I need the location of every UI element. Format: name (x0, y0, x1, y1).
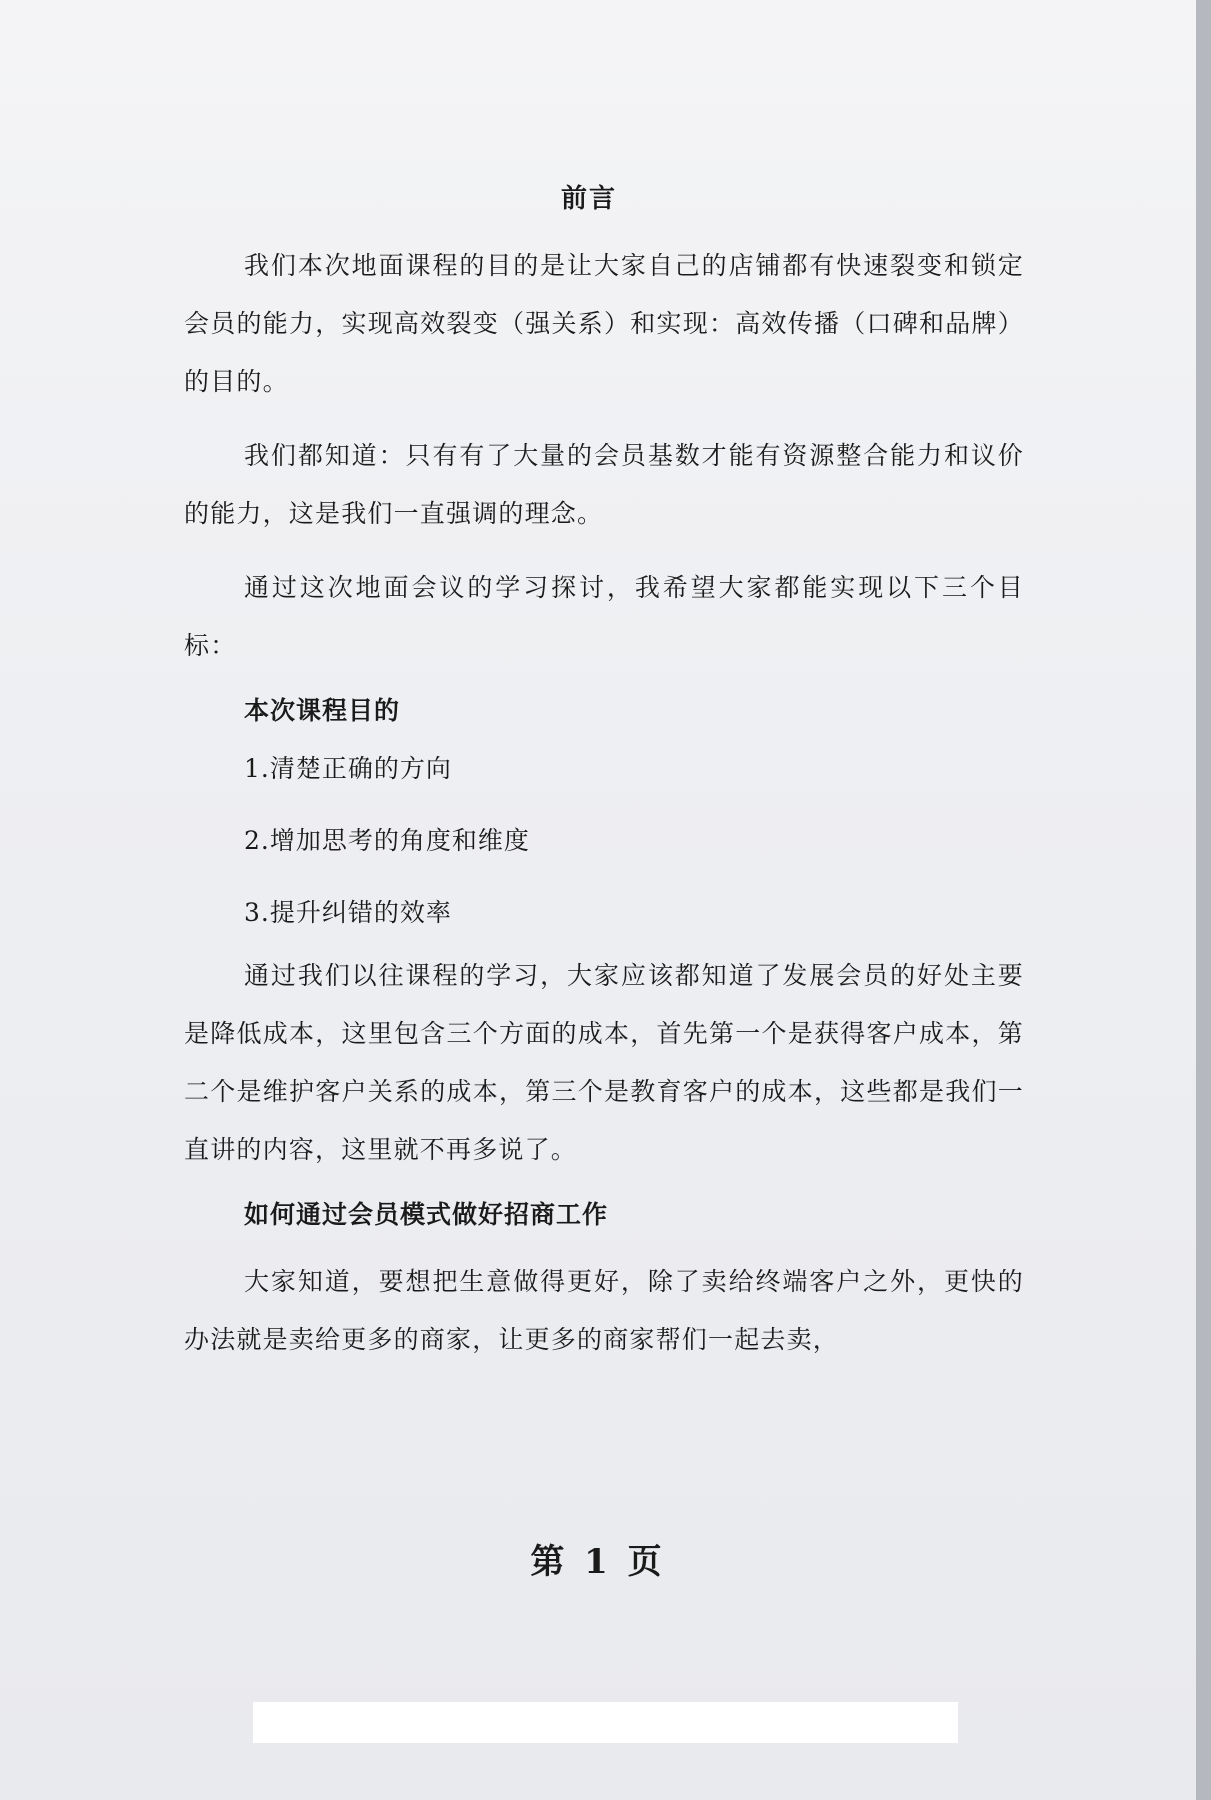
membership-benefits-paragraph: 通过我们以往课程的学习，大家应该都知道了发展会员的好处主要是降低成本，这里包含三个方面的成本，首先第一个是获得客户成本，第二个是维护客户关系的成本，第三个是教育客户的成本，这些都是我们一直讲的内容，这里就不再多说了。 (184, 961, 1024, 1164)
page-number: 第 1 页 (530, 1542, 666, 1582)
intro-paragraph-2: 我们都知道：只有有了大量的会员基数才能有资源整合能力和议价的能力，这是我们一直强调的理念。 (184, 441, 1024, 528)
section-heading-recruitment: 如何通过会员模式做好招商工作 (244, 1200, 609, 1229)
page-content (184, 178, 1024, 1385)
goal-item-2: 2.增加思考的角度和维度 (244, 826, 530, 855)
goal-item-3: 3.提升纠错的效率 (244, 898, 452, 927)
intro-paragraph-3: 通过这次地面会议的学习探讨，我希望大家都能实现以下三个目标： (184, 573, 1024, 660)
recruitment-paragraph: 大家知道，要想把生意做得更好，除了卖给终端客户之外，更快的办法就是卖给更多的商家，让更多的商家帮们一起去卖， (184, 1267, 1024, 1354)
goal-item-1: 1.清楚正确的方向 (244, 754, 452, 783)
intro-paragraph-1: 我们本次地面课程的目的是让大家自己的店铺都有快速裂变和锁定会员的能力，实现高效裂变（强关系）和实现：高效传播（口碑和品牌）的目的。 (184, 251, 1024, 396)
redaction-bar (253, 1702, 958, 1743)
section-heading-course-goals: 本次课程目的 (244, 696, 401, 725)
page-edge-shadow (1196, 0, 1211, 1800)
page-title: 前言 (560, 184, 617, 214)
